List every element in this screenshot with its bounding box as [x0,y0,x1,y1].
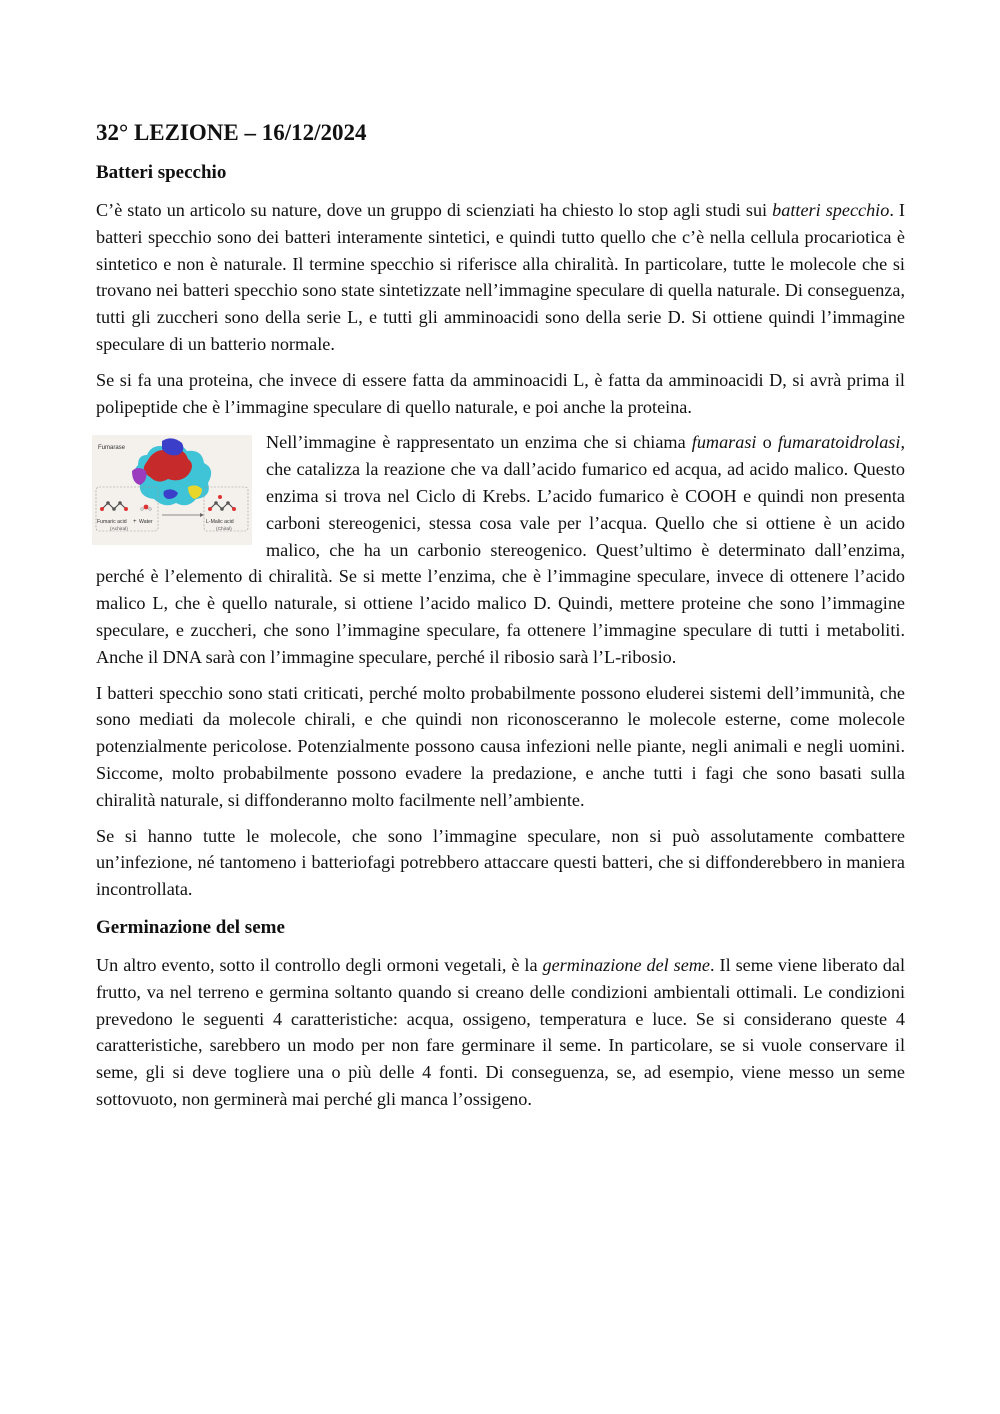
section-heading-batteri-specchio: Batteri specchio [96,162,227,183]
emphasis-text: fumaratoidrolasi [777,432,901,453]
paragraph: Se si hanno tutte le molecole, che sono l’immagine speculare, non si può assolutamente combattere un’infezione, né tantomeno i batteriofagi potrebbero attaccare questi batteri, che si diffonderebbero in maniera incontrollata. [96,825,905,900]
section-heading-germinazione-del-seme: Germinazione del seme [96,916,285,938]
page-title: 32° LEZIONE – 16/12/2024 [96,120,367,145]
figure-label-water: Water [139,519,153,526]
paragraph: I batteri specchio sono stati criticati, perché molto probabilmente possono eluderei sistemi dell’immunità, che sono mediati da molecole chirali, e che quindi non riconosceranno le molecole esterne, come molecole potenzialmente pericolose. Potenzialmente possono causa infezioni nelle piante, negli animali e negli uomini. Siccome, molto probabilmente possono evadere la predazione, e anche tutti i fagi che sono basati sulla chiralità naturale, si diffonderanno molto facilmente nell’ambiente. [96,682,905,810]
fumarase-reaction-image [92,435,252,545]
paragraph [96,197,905,358]
figure-label-plus: + [133,519,137,526]
emphasis-text: fumarasi [691,432,757,453]
figure-label-malic-acid: L-Malic acid [206,519,234,526]
figure-label-fumarase: Fumarase [98,445,126,452]
text-run: , che catalizza la reazione che va dall’acido fumarico ed acqua, ad acido malico. Questo enzima si trova nel Ciclo di Krebs. L’acido fumarico è COOH e quindi non presenta carboni stereogenici, stessa cosa vale per l’acqua. Quello che si ottiene è un acido malico, che ha un carbonio stereogenico. Quest’ultimo è determinato dall’enzima, perché è l’elemento di chiralità. Se si mette l’enzima, che è l’immagine speculare, invece di ottenere l’acido malico L, che è quello naturale, si ottiene l’acido malico D. Quindi, mettere proteine che sono l’immagine speculare, e zuccheri, che sono l’immagine speculare, fa ottenere l’immagine speculare di tutti i metaboliti. Anche il DNA sarà con l’immagine speculare, perché il ribosio sarà l’L-ribosio. [96,432,905,667]
figure-label-fumaric-acid: Fumaric acid [97,519,127,526]
figure-label-achiral: (Achiral) [110,527,128,533]
text-run: Nell’immagine è rappresentato un enzima che si chiama [266,432,692,453]
fumarase-illustration [92,435,252,545]
text-run: . I batteri specchio sono dei batteri interamente sintetici, e quindi tutto quello che c’è nella cellula procariotica è sintetico e non è naturale. Il termine specchio si riferisce alla chiralità. In particolare, tutte le molecole che si trovano nei batteri specchio sono state sintetizzate nell’immagine speculare di quella naturale. Di conseguenza, tutti gli zuccheri sono della serie L, e tutti gli amminoacidi sono della serie D. Si ottiene quindi l’immagine speculare di un batterio normale. [96,200,905,354]
text-run: Un altro evento, sotto il controllo degli ormoni vegetali, è la [96,954,543,975]
paragraph: Se si fa una proteina, che invece di essere fatta da amminoacidi L, è fatta da amminoacidi D, si avrà prima il polipeptide che è l’immagine speculare di quello naturale, e poi anche la proteina. [96,369,905,417]
text-run: o [756,432,778,453]
text-run: . Il seme viene liberato dal frutto, va nel terreno e germina soltanto quando si creano delle condizioni ambientali ottimali. Le condizioni prevedono le seguenti 4 caratteristiche: acqua, ossigeno, temperatura e luce. Se si considerano queste 4 caratteristiche, sarebbero un modo per non fare germinare il seme. In particolare, se si vuole conservare il seme, gli si deve togliere una o più delle 4 fonti. Di conseguenza, se, ad esempio, viene messo un seme sottovuoto, non germinerà mai perché gli manca l’ossigeno. [96,954,905,1109]
emphasis-text: germinazione del seme [542,954,711,975]
paragraph [96,952,905,1113]
text-run: C’è stato un articolo su nature, dove un gruppo di scienziati ha chiesto lo stop agli studi sui [96,200,773,220]
document-page [96,118,905,1122]
emphasis-text: batteri specchio [772,200,890,220]
figure-label-chiral: (Chiral) [216,527,232,533]
